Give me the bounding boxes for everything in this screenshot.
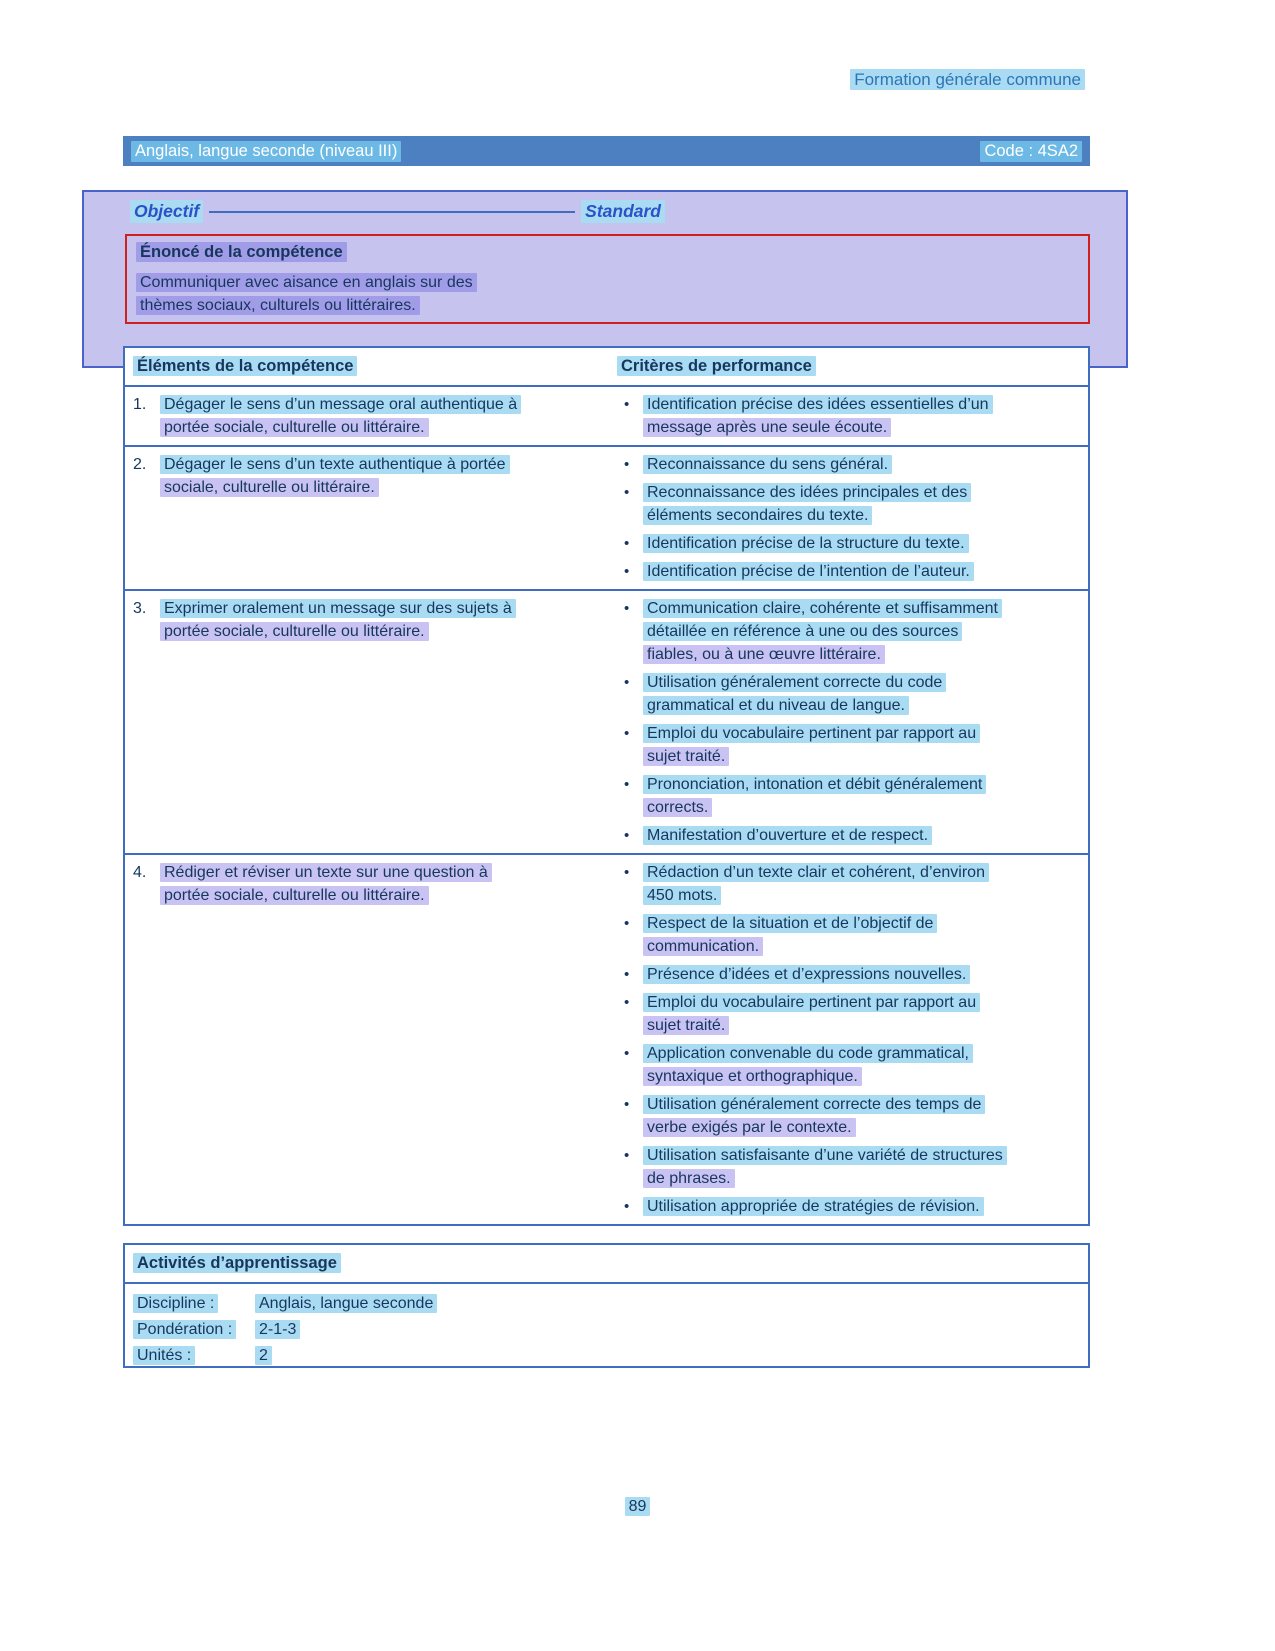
element-text-line	[160, 393, 605, 416]
criterion-text: Communication claire, cohérente et suffisamment	[643, 599, 1002, 618]
criterion-text-line	[643, 504, 1082, 527]
criterion-text: Utilisation appropriée de stratégies de révision.	[643, 1197, 984, 1216]
criterion-text: éléments secondaires du texte.	[643, 506, 872, 525]
criterion-text	[643, 481, 1082, 527]
criterion-text-line	[643, 532, 1082, 555]
element-text: portée sociale, culturelle ou littéraire.	[160, 622, 429, 641]
element-cell	[125, 393, 617, 439]
element-text: Exprimer oralement un message sur des sujets à	[160, 599, 516, 618]
criterion-text: Identification précise des idées essentielles d’un	[643, 395, 993, 414]
criterion-text-line	[643, 1042, 1082, 1065]
criteria-cell	[617, 597, 1088, 847]
document-section-title	[850, 70, 1085, 90]
enonce-text: thèmes sociaux, culturels ou littéraires.	[136, 296, 420, 315]
bullet-icon: •	[624, 776, 630, 793]
criterion-text-line	[643, 796, 1082, 819]
activity-row	[133, 1317, 1080, 1343]
element-text: Rédiger et réviser un texte sur une question à	[160, 863, 492, 882]
course-code: Code : 4SA2	[980, 141, 1082, 162]
criterion-text-line	[643, 481, 1082, 504]
enonce-box	[125, 234, 1090, 324]
criterion-text-line	[643, 620, 1082, 643]
bullet-icon: •	[624, 864, 630, 881]
criterion-text: fiables, ou à une œuvre littéraire.	[643, 645, 885, 664]
criterion-text-line	[643, 560, 1082, 583]
criterion-text-line	[643, 824, 1082, 847]
criterion-text: Utilisation satisfaisante d’une variété de structures	[643, 1146, 1007, 1165]
criterion-text: Identification précise de l’intention de l’auteur.	[643, 562, 974, 581]
criterion-text-line	[643, 597, 1082, 620]
activity-label-text: Discipline :	[133, 1294, 218, 1313]
criterion-text: Rédaction d’un texte clair et cohérent, d’environ	[643, 863, 989, 882]
activity-value: 2	[255, 1346, 272, 1365]
criterion-text: Emploi du vocabulaire pertinent par rapport au	[643, 724, 980, 743]
bullet-icon: •	[624, 484, 630, 501]
criterion-item	[621, 1042, 1082, 1088]
course-header-bar	[123, 136, 1090, 166]
competence-table-header	[125, 348, 1088, 387]
criterion-text	[643, 1042, 1082, 1088]
criterion-text: message après une seule écoute.	[643, 418, 891, 437]
objectif-heading: Objectif	[130, 200, 203, 223]
criterion-text: sujet traité.	[643, 1016, 729, 1035]
criterion-text: Reconnaissance des idées principales et des	[643, 483, 971, 502]
bullet-icon: •	[624, 674, 630, 691]
bullet-icon: •	[624, 1147, 630, 1164]
criterion-text	[643, 722, 1082, 768]
bullet-icon: •	[624, 915, 630, 932]
criterion-text: Identification précise de la structure du texte.	[643, 534, 969, 553]
bullet-icon: •	[624, 600, 630, 617]
element-text	[160, 453, 605, 583]
element-text: portée sociale, culturelle ou littéraire.	[160, 418, 429, 437]
element-text: portée sociale, culturelle ou littéraire.	[160, 886, 429, 905]
element-text-line	[160, 620, 605, 643]
criterion-text-line	[643, 935, 1082, 958]
element-text-line	[160, 476, 605, 499]
criterion-text-line	[643, 773, 1082, 796]
column-divider-line	[209, 211, 575, 213]
competence-table	[123, 346, 1090, 1226]
criterion-item	[621, 1195, 1082, 1218]
criterion-item	[621, 861, 1082, 907]
bullet-icon: •	[624, 535, 630, 552]
criterion-text	[643, 861, 1082, 907]
criterion-item	[621, 991, 1082, 1037]
enonce-text: Communiquer avec aisance en anglais sur des	[136, 273, 477, 292]
criterion-text-line	[643, 671, 1082, 694]
element-number: 3.	[133, 600, 147, 617]
page-number	[0, 1498, 1275, 1516]
activity-label	[133, 1291, 255, 1317]
criteres-column-header-text: Critères de performance	[617, 356, 816, 376]
criterion-item	[621, 824, 1082, 847]
criterion-text: 450 mots.	[643, 886, 721, 905]
criterion-text: Respect de la situation et de l’objectif de	[643, 914, 937, 933]
element-number: 1.	[133, 396, 147, 413]
criterion-text: verbe exigés par le contexte.	[643, 1118, 856, 1137]
enonce-text	[136, 271, 1079, 317]
criterion-text-line	[643, 991, 1082, 1014]
page-number-text: 89	[625, 1497, 651, 1516]
criterion-text-line	[643, 643, 1082, 666]
table-row	[125, 387, 1088, 445]
bullet-icon: •	[624, 827, 630, 844]
criterion-text-line	[643, 861, 1082, 884]
criterion-text	[643, 963, 1082, 986]
element-text-line	[160, 884, 605, 907]
criterion-item	[621, 532, 1082, 555]
criterion-text: Prononciation, intonation et débit généralement	[643, 775, 986, 794]
criterion-item	[621, 1144, 1082, 1190]
criteria-cell	[617, 453, 1088, 583]
criterion-item	[621, 773, 1082, 819]
criterion-text-line	[643, 1195, 1082, 1218]
criterion-item	[621, 560, 1082, 583]
elements-column-header	[133, 357, 617, 376]
element-text	[160, 597, 605, 847]
criterion-item	[621, 453, 1082, 476]
criterion-text	[643, 773, 1082, 819]
criterion-text-line	[643, 1093, 1082, 1116]
element-cell	[125, 453, 617, 583]
bullet-icon: •	[624, 1045, 630, 1062]
elements-column-header-text: Éléments de la compétence	[133, 356, 357, 376]
bullet-icon: •	[624, 1096, 630, 1113]
activities-title-text: Activités d’apprentissage	[133, 1253, 341, 1273]
criterion-item	[621, 912, 1082, 958]
criterion-text	[643, 824, 1082, 847]
criterion-text: corrects.	[643, 798, 712, 817]
criteres-column-header	[617, 357, 1080, 376]
criterion-text: Manifestation d’ouverture et de respect.	[643, 826, 932, 845]
criterion-text: détaillée en référence à une ou des sources	[643, 622, 962, 641]
activity-label	[133, 1317, 255, 1343]
criterion-text: grammatical et du niveau de langue.	[643, 696, 909, 715]
criterion-text-line	[643, 1014, 1082, 1037]
criteria-cell	[617, 861, 1088, 1218]
activities-title	[125, 1245, 1088, 1284]
criterion-text-line	[643, 416, 1082, 439]
criterion-text: Utilisation généralement correcte du code	[643, 673, 946, 692]
course-title: Anglais, langue seconde (niveau III)	[131, 141, 401, 162]
activity-label	[133, 1343, 255, 1369]
criterion-text	[643, 912, 1082, 958]
bullet-icon: •	[624, 456, 630, 473]
activity-row	[133, 1343, 1080, 1369]
activity-row	[133, 1291, 1080, 1317]
criterion-text: Application convenable du code grammatical,	[643, 1044, 973, 1063]
criterion-item	[621, 481, 1082, 527]
criterion-text-line	[643, 1144, 1082, 1167]
criterion-text-line	[643, 694, 1082, 717]
criterion-text: Reconnaissance du sens général.	[643, 455, 892, 474]
criterion-text	[643, 393, 1082, 439]
criterion-text	[643, 560, 1082, 583]
element-text-line	[160, 597, 605, 620]
criterion-text-line	[643, 745, 1082, 768]
activity-value: Anglais, langue seconde	[255, 1294, 437, 1313]
criterion-text: Utilisation généralement correcte des temps de	[643, 1095, 985, 1114]
criterion-text	[643, 991, 1082, 1037]
enonce-text-line	[136, 294, 1079, 317]
activity-label-text: Unités :	[133, 1346, 195, 1365]
criterion-item	[621, 671, 1082, 717]
element-number: 2.	[133, 456, 147, 473]
criterion-text	[643, 1093, 1082, 1139]
table-row	[125, 445, 1088, 589]
table-row	[125, 589, 1088, 853]
criterion-text: Présence d’idées et d’expressions nouvelles.	[643, 965, 970, 984]
criterion-text: syntaxique et orthographique.	[643, 1067, 862, 1086]
criterion-text-line	[643, 1065, 1082, 1088]
criterion-item	[621, 1093, 1082, 1139]
activity-value: 2-1-3	[255, 1320, 300, 1339]
element-text-line	[160, 416, 605, 439]
criterion-item	[621, 393, 1082, 439]
competence-table-body	[125, 387, 1088, 1224]
criterion-text-line	[643, 453, 1082, 476]
criteria-cell	[617, 393, 1088, 439]
enonce-title	[136, 243, 1079, 262]
criterion-text-line	[643, 912, 1082, 935]
criterion-text	[643, 532, 1082, 555]
criterion-text: sujet traité.	[643, 747, 729, 766]
criterion-text	[643, 1195, 1082, 1218]
bullet-icon: •	[624, 966, 630, 983]
criterion-text-line	[643, 963, 1082, 986]
criterion-text-line	[643, 722, 1082, 745]
element-text	[160, 393, 605, 439]
criterion-text: Emploi du vocabulaire pertinent par rapport au	[643, 993, 980, 1012]
element-cell	[125, 597, 617, 847]
criterion-text-line	[643, 1116, 1082, 1139]
criterion-item	[621, 963, 1082, 986]
table-row	[125, 853, 1088, 1224]
criterion-text-line	[643, 1167, 1082, 1190]
activity-label-text: Pondération :	[133, 1320, 236, 1339]
activities-body	[125, 1284, 1088, 1376]
element-text	[160, 861, 605, 1218]
enonce-title-text: Énoncé de la compétence	[136, 242, 347, 262]
objectif-standard-box	[82, 190, 1128, 368]
criterion-item	[621, 722, 1082, 768]
bullet-icon: •	[624, 725, 630, 742]
element-text: Dégager le sens d’un texte authentique à portée	[160, 455, 510, 474]
criterion-text-line	[643, 393, 1082, 416]
bullet-icon: •	[624, 563, 630, 580]
element-text-line	[160, 861, 605, 884]
standard-heading: Standard	[581, 200, 665, 223]
activities-box	[123, 1243, 1090, 1368]
element-text-line	[160, 453, 605, 476]
element-cell	[125, 861, 617, 1218]
element-text: Dégager le sens d’un message oral authentique à	[160, 395, 521, 414]
bullet-icon: •	[624, 396, 630, 413]
enonce-text-line	[136, 271, 1079, 294]
criterion-text: de phrases.	[643, 1169, 735, 1188]
criterion-text	[643, 453, 1082, 476]
criterion-text	[643, 597, 1082, 666]
element-text: sociale, culturelle ou littéraire.	[160, 478, 379, 497]
objectif-standard-header	[84, 192, 1126, 223]
criterion-text-line	[643, 884, 1082, 907]
criterion-text	[643, 1144, 1082, 1190]
element-number: 4.	[133, 864, 147, 881]
document-section-title-text: Formation générale commune	[850, 69, 1085, 90]
bullet-icon: •	[624, 994, 630, 1011]
criterion-item	[621, 597, 1082, 666]
bullet-icon: •	[624, 1198, 630, 1215]
criterion-text: communication.	[643, 937, 763, 956]
criterion-text	[643, 671, 1082, 717]
